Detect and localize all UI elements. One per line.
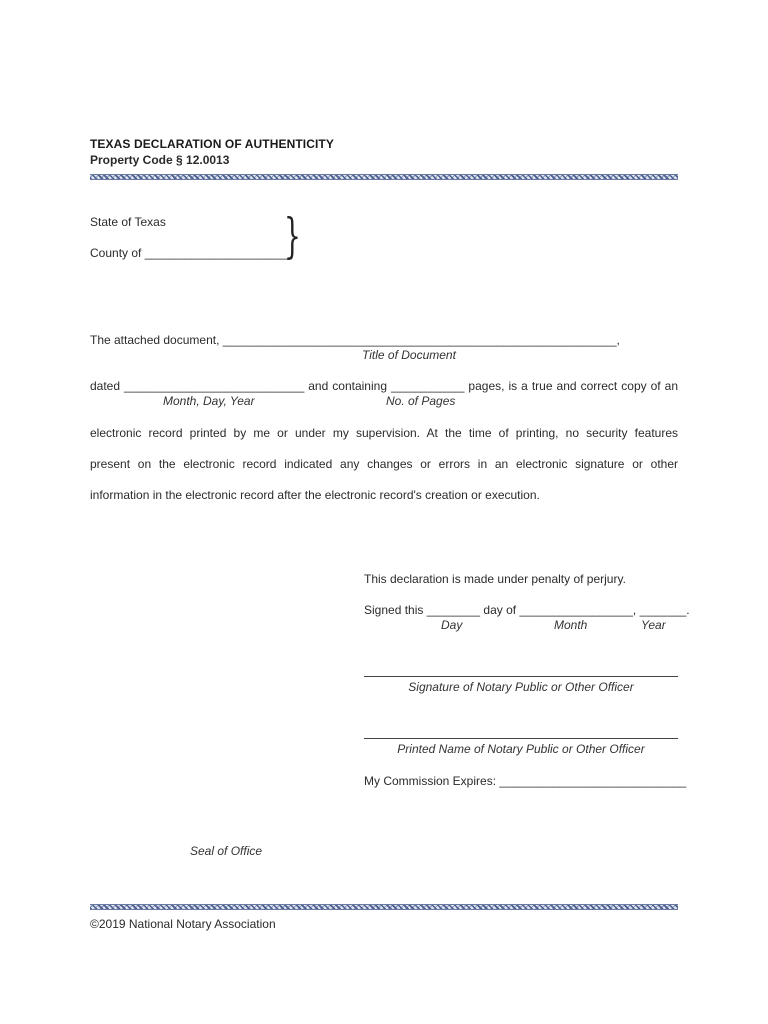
paragraph-line-2: present on the electronic record indicated any changes or errors in an electronic signature or other: [90, 457, 678, 471]
dated-line: dated ___________________________ and containing ___________ pages, is a true and correct copy of an: [90, 379, 678, 393]
copyright-footer: ©2019 National Notary Association: [90, 917, 276, 931]
pages-caption: No. of Pages: [386, 394, 456, 408]
paragraph-line-1: electronic record printed by me or under my supervision. At the time of printing, no security features: [90, 426, 678, 440]
document-title: TEXAS DECLARATION OF AUTHENTICITY: [90, 137, 334, 151]
title-of-document-caption: Title of Document: [362, 348, 456, 362]
month-caption: Month: [554, 618, 588, 632]
document-subtitle: Property Code § 12.0013: [90, 153, 230, 167]
attached-document-line: The attached document, ___________________________________________________________,: [90, 333, 620, 347]
signature-caption: Signature of Notary Public or Other Officer: [408, 680, 634, 694]
day-caption: Day: [441, 618, 463, 632]
paragraph-line-3: information in the electronic record after the electronic record's creation or execution.: [90, 488, 540, 502]
county-line: County of ______________________: [90, 246, 292, 260]
penalty-statement: This declaration is made under penalty of perjury.: [364, 572, 626, 586]
state-label: State of Texas: [90, 215, 166, 229]
printed-name-line: [364, 738, 678, 739]
printed-name-caption: Printed Name of Notary Public or Other Officer: [397, 742, 645, 756]
year-caption: Year: [641, 618, 666, 632]
signature-line: [364, 676, 678, 677]
top-rope-divider: [90, 174, 678, 180]
seal-of-office-label: Seal of Office: [190, 844, 263, 858]
signed-this-line: Signed this ________ day of _________________, _______.: [364, 603, 690, 617]
commission-expires-line: My Commission Expires: ____________________________: [364, 774, 687, 788]
bottom-rope-divider: [90, 904, 678, 910]
venue-brace: }: [284, 208, 301, 264]
date-caption: Month, Day, Year: [163, 394, 255, 408]
